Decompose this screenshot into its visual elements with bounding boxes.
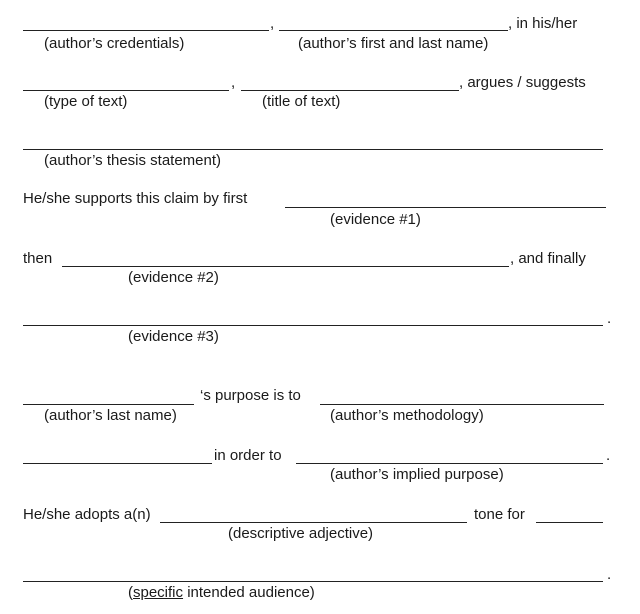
evidence-2-blank[interactable] — [62, 266, 509, 267]
evidence-3-blank[interactable] — [23, 325, 603, 326]
audience-label — [128, 584, 315, 602]
thesis-blank[interactable] — [23, 149, 603, 150]
methodology-label: (author’s methodology) — [330, 407, 484, 424]
tone-for-blank[interactable] — [536, 522, 603, 523]
period: . — [607, 566, 612, 583]
evidence-3-label: (evidence #3) — [128, 328, 219, 345]
implied-purpose-blank[interactable] — [296, 463, 603, 464]
purpose-text: ‘s purpose is to — [200, 387, 301, 404]
methodology-blank[interactable] — [320, 404, 604, 405]
audience-label-rest: intended audience) — [183, 584, 315, 601]
in-order-to-text: in order to — [214, 447, 282, 464]
author-last-name-blank[interactable] — [23, 404, 194, 405]
adopts-text: He/she adopts a(n) — [23, 506, 151, 523]
open-paren: ( — [128, 584, 133, 601]
author-name-label: (author’s first and last name) — [298, 35, 489, 52]
period: . — [607, 310, 612, 327]
supports-claim-text: He/she supports this claim by first — [23, 190, 248, 207]
then-text: then — [23, 250, 53, 267]
credentials-blank[interactable] — [23, 30, 269, 31]
author-name-blank[interactable] — [279, 30, 508, 31]
implied-purpose-label: (author’s implied purpose) — [330, 466, 504, 483]
comma: , — [231, 74, 236, 91]
adjective-blank[interactable] — [160, 522, 467, 523]
in-order-blank[interactable] — [23, 463, 212, 464]
type-of-text-blank[interactable] — [23, 90, 229, 91]
credentials-label: (author’s credentials) — [44, 35, 185, 52]
title-of-text-label: (title of text) — [262, 93, 341, 110]
title-of-text-blank[interactable] — [241, 90, 459, 91]
in-his-her-text: , in his/her — [508, 15, 578, 32]
argues-suggests-text: , argues / suggests — [459, 74, 586, 91]
evidence-1-blank[interactable] — [285, 207, 606, 208]
type-of-text-label: (type of text) — [44, 93, 128, 110]
tone-for-text: tone for — [474, 506, 525, 523]
thesis-label: (author’s thesis statement) — [44, 152, 222, 169]
adjective-label: (descriptive adjective) — [228, 525, 374, 542]
evidence-2-label: (evidence #2) — [128, 269, 219, 286]
period: . — [606, 447, 611, 464]
audience-blank[interactable] — [23, 581, 603, 582]
comma: , — [270, 15, 275, 32]
specific-word: specific — [133, 584, 184, 601]
and-finally-text: , and finally — [510, 250, 586, 267]
evidence-1-label: (evidence #1) — [330, 211, 421, 228]
author-last-name-label: (author’s last name) — [44, 407, 177, 424]
